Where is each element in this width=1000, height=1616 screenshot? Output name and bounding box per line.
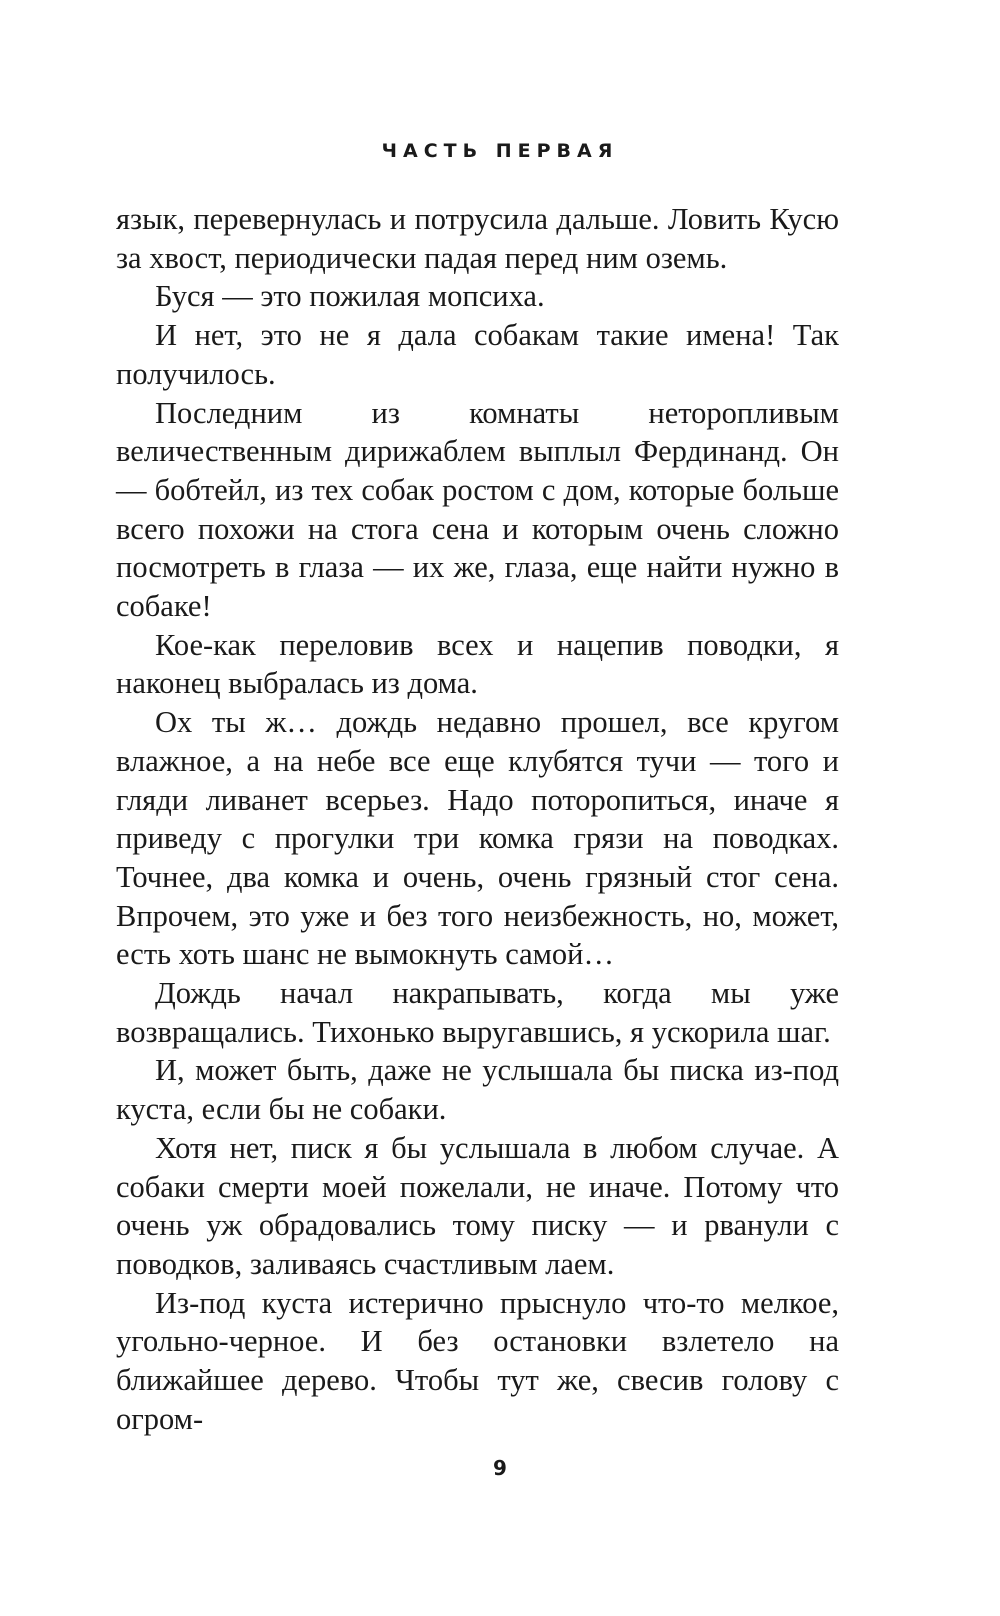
page-number: 9 xyxy=(493,1456,507,1480)
paragraph: Кое-как переловив всех и нацепив поводки, я наконец выбралась из дома. xyxy=(116,627,839,701)
body-text xyxy=(116,200,839,1439)
paragraph: Последним из комнаты неторопливым величественным дирижаблем выплыл Фердинанд. Он — бобтейл, из тех собак ростом с дом, которые больше всего похожи на стога сена и которым очень сложно посмотреть в глаза — их же, глаза, еще найти нужно в собаке! xyxy=(116,395,839,624)
paragraph: Из-под куста истерично прыснуло что-то мелкое, угольно-черное. И без остановки взлетело на ближайшее дерево. Чтобы тут же, свесив голову с огром- xyxy=(116,1285,839,1436)
paragraph: язык, перевернулась и потрусила дальше. Ловить Кусю за хвост, периодически падая перед ним оземь. xyxy=(116,202,839,275)
paragraph: Буся — это пожилая мопсиха. xyxy=(155,279,545,314)
paragraph: И нет, это не я дала собакам такие имена! Так получилось. xyxy=(116,318,839,391)
paragraph: Хотя нет, писк я бы услышала в любом случае. А собаки смерти моей пожелали, не иначе. Потому что очень уж обрадовались тому писку — и рванули с поводков, заливаясь счастливым лаем. xyxy=(116,1130,839,1281)
paragraph: И, может быть, даже не услышала бы писка из-под куста, если бы не собаки. xyxy=(116,1053,839,1127)
paragraph: Ох ты ж… дождь недавно прошел, все кругом влажное, а на небе все еще клубятся тучи — того и гляди ливанет всерьез. Надо поторопиться, иначе я приведу с прогулки три комка грязи на поводках. Точнее, два комка и очень, очень грязный стог сена. Впрочем, это уже и без того неизбежность, но, может, есть хоть шанс не вымокнуть самой… xyxy=(116,705,839,972)
paragraph: Дождь начал накрапывать, когда мы уже возвращались. Тихонько выругавшись, я ускорила шаг. xyxy=(116,976,839,1049)
running-head: ЧАСТЬ ПЕРВАЯ xyxy=(381,140,619,162)
